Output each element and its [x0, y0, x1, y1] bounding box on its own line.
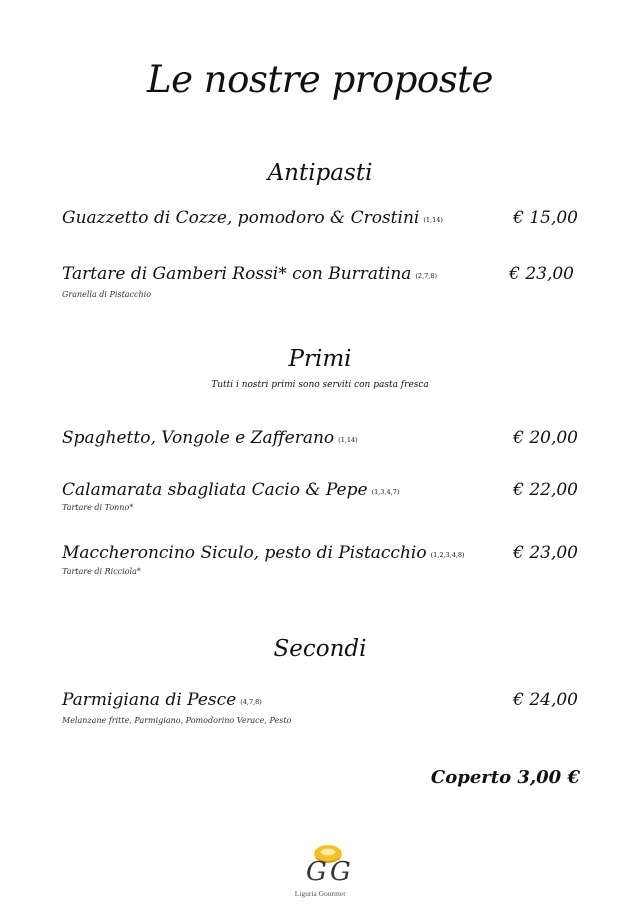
dish-name: Maccheroncino Siculo, pesto di Pistacchio	[62, 543, 427, 563]
menu-item-price: € 20,00	[513, 428, 578, 448]
menu-item-price: € 24,00	[513, 690, 578, 710]
menu-item-name	[62, 208, 443, 228]
allergen-codes: (2,7,8)	[415, 272, 438, 280]
menu-item-price: € 23,00	[509, 264, 574, 284]
dish-name: Parmigiana di Pesce	[62, 690, 237, 710]
menu-item-name	[62, 480, 399, 500]
dish-name: Calamarata sbagliata Cacio & Pepe	[62, 480, 368, 500]
section-title-secondi: Secondi	[273, 636, 367, 662]
allergen-codes: (1,14)	[423, 216, 443, 224]
dish-name: Spaghetto, Vongole e Zafferano	[62, 428, 335, 448]
logo-monogram-left: G	[306, 857, 327, 887]
logo-caption: Liguria Gourmet	[294, 889, 346, 898]
allergen-codes: (1,14)	[338, 436, 358, 444]
section-title-primi: Primi	[288, 346, 352, 372]
allergen-codes: (1,3,4,7)	[371, 488, 400, 496]
menu-item-name	[62, 690, 262, 710]
allergen-codes: (1,2,3,4,8)	[430, 551, 465, 559]
menu-item-price: € 22,00	[513, 480, 578, 500]
dish-name: Tartare di Gamberi Rossi* con Burratina	[62, 264, 412, 284]
menu-item-name	[62, 428, 358, 448]
dish-name: Guazzetto di Cozze, pomodoro & Crostini	[62, 208, 420, 228]
cover-charge: Coperto 3,00 €	[430, 767, 580, 788]
menu-item-price: € 23,00	[513, 543, 578, 563]
page-title: Le nostre proposte	[147, 58, 493, 101]
pasta-bowl-icon	[296, 836, 360, 896]
menu-item-price: € 15,00	[513, 208, 578, 228]
section-title-antipasti: Antipasti	[267, 160, 373, 186]
section-note: Tutti i nostri primi sono serviti con pasta fresca	[211, 380, 429, 390]
menu-item-name	[62, 264, 437, 284]
menu-item-description: Tartare di Ricciola*	[62, 567, 141, 576]
menu-item-description: Melanzane fritte, Parmigiano, Pomodorino Verace, Pesto	[62, 716, 292, 725]
menu-item-description: Granella di Pistacchio	[62, 290, 152, 299]
logo-monogram-right: G	[330, 857, 351, 887]
menu-item-description: Tartare di Tonno*	[62, 503, 134, 512]
allergen-codes: (4,7,8)	[240, 698, 262, 706]
menu-item-name	[62, 543, 465, 563]
